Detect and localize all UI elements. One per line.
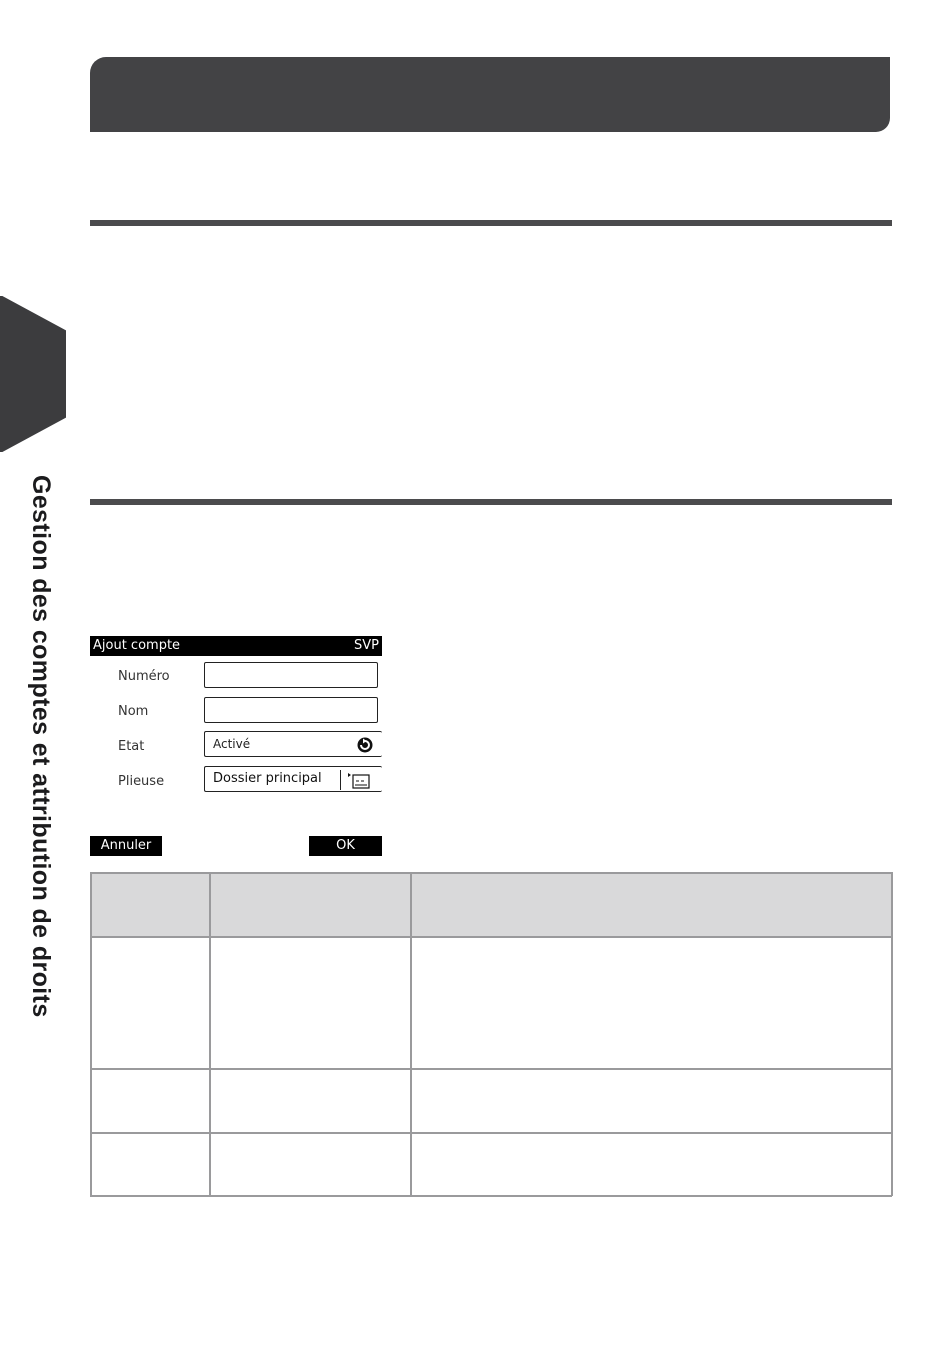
etat-value: Activé — [213, 737, 251, 751]
etat-label: Etat — [118, 739, 145, 754]
section-rule-1 — [90, 220, 892, 226]
plieuse-label: Plieuse — [118, 774, 165, 789]
numero-label: Numéro — [118, 669, 170, 684]
device-screen — [90, 636, 382, 856]
nom-field[interactable] — [204, 697, 378, 723]
cycle-icon[interactable] — [356, 736, 374, 754]
table-border-right — [891, 872, 893, 1196]
cancel-button[interactable]: Annuler — [90, 836, 162, 856]
etat-selector[interactable] — [204, 731, 382, 757]
plieuse-value: Dossier principal — [213, 771, 322, 786]
table-border-left — [90, 872, 92, 1196]
screen-title: Ajout compte — [93, 638, 181, 653]
folder-separator — [340, 770, 341, 790]
section-rule-2 — [90, 499, 892, 505]
nom-label: Nom — [118, 704, 149, 719]
folder-icon[interactable] — [347, 772, 371, 790]
numero-field[interactable] — [204, 662, 378, 688]
info-table — [90, 872, 892, 1196]
table-column-divider — [209, 872, 211, 1196]
screen-title-bar — [90, 636, 382, 656]
chapter-header-bar — [90, 57, 890, 132]
ok-button[interactable]: OK — [309, 836, 382, 856]
screen-status: SVP — [354, 638, 379, 653]
plieuse-selector[interactable] — [204, 766, 382, 792]
side-chapter-title: Gestion des comptes et attribution de droits — [27, 475, 55, 1018]
table-column-divider — [410, 872, 412, 1196]
chapter-side-tab — [0, 296, 66, 452]
